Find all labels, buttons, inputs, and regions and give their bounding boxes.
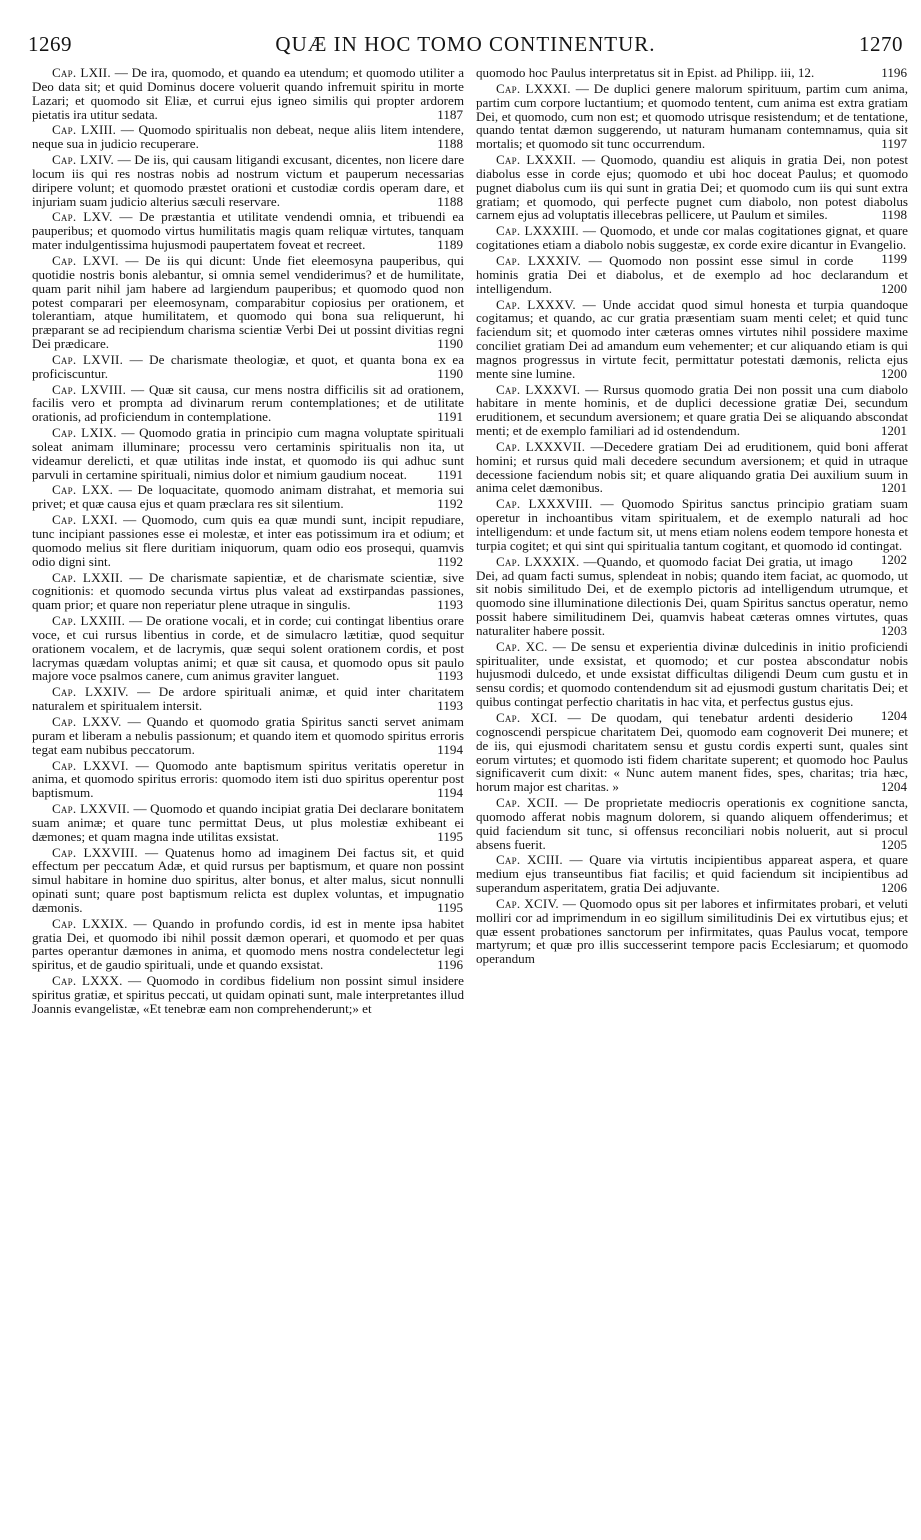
chapter-entry <box>476 298 908 381</box>
chapter-entry <box>476 551 908 638</box>
chapter-summary: — Quomodo in cordibus fidelium non possint simul insidere spiritus gratiæ, et spiritus peccati, ut quidam opinati sunt, male interpretantes illud Joannis evangelistæ, «Et tenebræ eam non comprehenderunt;» et <box>32 973 464 1016</box>
chapter-summary: — Quomodo opus sit per labores et infirmitates probari, et veluti molliri cor ad imprimendum in eo sigillum similitudinis Dei ex virtutibus ejus; et quæ essent probationes sanctorum per infirmitates, quas Paulus vocat, tempore martyrum; et quæ pro illis successerint tempore pacis Ecclesiarum; et quomodo operandum <box>476 895 908 967</box>
chapter-summary: — De quodam, qui tenebatur ardenti desiderio cognoscendi perspicue charitatem Dei, quomodo eam cognoverit Dei munere; et de iis, qui ejusmodi charitatem sensu et gustu cordis experti sunt, quales sint eorum virtutes; et quomodo isti fidem charitate superent; et quomodo hoc Paulus significaverit cum dixit: « Nunc autem manent fides, spes, charitas; tria hæc, horum major est charitas. » <box>476 709 908 795</box>
chapter-entry <box>476 250 908 296</box>
chapter-number: Cap. LXIII. <box>52 122 117 138</box>
chapter-entry <box>32 571 464 613</box>
column-reference: 1201 <box>880 480 907 496</box>
chapter-entry <box>32 254 464 351</box>
chapter-summary: — Quando in profundo cordis, id est in mente ipsa habitet gratia Dei, et quomodo ibi nihil possit dæmon operari, et quomodo et per quas partes operantur dæmones in anima, et quomodo mens nostra condelectetur legi spiritus, et de gaudio spirituali, unde et quando exsistat. <box>32 915 464 973</box>
chapter-entry <box>32 353 464 381</box>
chapter-entry <box>32 210 464 252</box>
chapter-number: Cap. LXXVII. <box>52 801 130 817</box>
chapter-entry <box>476 82 908 151</box>
column-reference: 1198 <box>881 207 907 223</box>
chapter-summary: — Quomodo non possint esse simul in corde hominis gratia Dei et diabolus, et de exemplo ad hoc declarandum et intelligendum. <box>476 252 908 296</box>
chapter-entry <box>32 614 464 683</box>
chapter-number: Cap. XC. <box>496 638 548 654</box>
right-column <box>476 66 908 1526</box>
column-reference: 1201 <box>880 423 907 439</box>
chapter-entry <box>32 66 464 121</box>
chapter-summary: — Quomodo, cum quis ea quæ mundi sunt, incipit repudiare, tunc incipiant passiones esse ei molestæ, et inter eas potissimum ira et odium; et quomodo melius sit flere duritiam iniquorum, quam odio eos prosequi, quamvis odio digni sint. <box>32 512 464 569</box>
chapter-entry <box>32 846 464 915</box>
column-reference: 1193 <box>437 668 463 684</box>
column-reference: 1191 <box>437 409 463 425</box>
chapter-number: Cap. LXXXVIII. <box>496 496 593 512</box>
chapter-number: Cap. LXXXVII. <box>496 438 586 454</box>
chapter-summary: — Quare via virtutis incipientibus appareat aspera, et quare medium ejus transeuntibus fiat facilis; et quid faciendum sit incipientibus ad superandum asperitatem, gratia Dei adjuvante. <box>476 852 908 896</box>
column-reference: 1196 <box>437 957 463 973</box>
chapter-number: Cap. LXIV. <box>52 152 114 168</box>
chapter-number: Cap. XCIII. <box>496 852 563 868</box>
chapter-summary: — Quomodo, quandiu est aliquis in gratia Dei, non potest diabolus esse in corde ejus; quomodo et ubi hoc doceat Paulus; et quomodo pugnet diabolus cum iis qui sunt in gratia Dei; et quomodo cum iis qui sunt extra gratiam; et quomodo, qui perfecte pugnet cum diabolo, non potest diabolus carnem ejus ad voluptatis illecebras pellicere, ut Paulum et similes. <box>476 152 908 223</box>
chapter-number: Cap. LXIX. <box>52 425 117 441</box>
column-reference: 1195 <box>437 828 463 844</box>
chapter-number: Cap. LXXXIX. <box>496 553 580 569</box>
chapter-entry <box>32 383 464 425</box>
chapter-entry <box>476 66 908 80</box>
column-reference: 1194 <box>437 785 463 801</box>
chapter-summary: — De iis, qui causam litigandi excusant, dicentes, non licere dare locum iis qui res nostras nobis ad nostrum victum et pauperum necessarias diripere volunt; et quomodo præstet orationi et custodiæ cordis operam dare, et injuriam suam judicio alterius sæculi reservare. <box>32 152 464 209</box>
chapter-summary: — Quomodo et quando incipiat gratia Dei declarare bonitatem suam animæ; et quare tunc permittat Deus, ut plus molestiæ exhibeant ei dæmones; et quam magna inde utilitas exsistat. <box>32 801 464 844</box>
chapter-summary: — De charismate sapientiæ, et de charismate scientiæ, sive cognitionis: et quomodo secunda virtus plus valeat ad exstirpandas passiones, quam prior; et quare non reperiatur plene utraque in singulis. <box>32 569 464 613</box>
column-reference: 1204 <box>880 779 907 795</box>
column-reference: 1206 <box>880 880 907 896</box>
chapter-number: Cap. XCIV. <box>496 895 559 911</box>
chapter-summary: — Quomodo gratia in principio cum magna voluptate spirituali soleat animam illuminare; processu vero certaminis spiritualis non ita, ut videamur derelicti, et quæ utilitas inde instat, et quomodo iis qui adhuc sunt parvuli in certamine spirituali, nimius dolor et nimium gaudium noceat. <box>32 425 464 482</box>
chapter-summary: — Quando et quomodo gratia Spiritus sancti servet animam puram et liberam a nebulis passionum; et quando item et quomodo spiritus erroris tegat eam nubibus peccatorum. <box>32 713 464 757</box>
chapter-number: Cap. LXVIII. <box>52 381 127 397</box>
chapter-number: Cap. LXX. <box>52 482 114 498</box>
column-reference: 1192 <box>437 553 463 569</box>
chapter-entry <box>476 153 908 222</box>
chapter-summary: — Quomodo, et unde cor malas cogitationes gignat, et quare cogitationes etiam a diabolo nobis suggestæ, ex corde exire dicantur in Evangelio. <box>476 223 908 253</box>
column-reference: 1205 <box>880 836 907 852</box>
column-reference: 1193 <box>437 698 463 714</box>
chapter-number: Cap. LXXXII. <box>496 152 577 168</box>
chapter-number: Cap. LXXXV. <box>496 296 576 312</box>
chapter-entry <box>476 707 908 795</box>
column-reference: 1204 <box>880 707 907 723</box>
column-reference: 1202 <box>880 551 907 567</box>
chapter-number: Cap. LXVI. <box>52 252 119 268</box>
chapter-entry <box>476 796 908 851</box>
chapter-entry <box>32 917 464 972</box>
chapter-number: Cap. LXXXI. <box>496 80 571 96</box>
chapter-summary: — Quomodo Spiritus sanctus principio gratiam suam operetur in inchoantibus vitam spiritualem, et de exemplo naturali ad hoc intelligendum: et unde factum sit, ut mens etiam nolens eodem tempore honesta et turpia cogitet; et qui sint qui spiritualia tantum cogitant, et quomodo id contingat. <box>476 496 908 553</box>
chapter-summary: — De loquacitate, quomodo animam distrahat, et memoria sui privet; et quæ causa ejus et quam præclara res sit silentium. <box>32 482 464 512</box>
chapter-summary: quomodo hoc Paulus interpretatus sit in Epist. ad Philipp. iii, 12. <box>476 66 815 80</box>
chapter-number: Cap. LXXI. <box>52 512 118 528</box>
chapter-number: Cap. XCI. <box>496 709 558 725</box>
chapter-number: Cap. LXXIX. <box>52 915 128 931</box>
chapter-summary: — De ira, quomodo, et quando ea utendum; et quomodo utiliter a Deo data sit; et quid Dominus docere voluerit quando infremuit spiritu in morte Lazari; et quomodo sit Eliæ, et currui ejus igneo similis qui propter ardorem pietatis ira utitur sedata. <box>32 66 464 122</box>
column-reference: 1196 <box>881 66 907 80</box>
column-reference: 1200 <box>880 280 907 296</box>
chapter-entry <box>32 974 464 1016</box>
column-reference: 1191 <box>437 466 463 482</box>
chapter-summary: — De sensu et experientia divinæ dulcedinis in initio proficiendi spiritualiter, unde exsistat, et quomodo; et cur postea abscondatur nobis hujusmodi dulcedo, et unde exsistat difficultas diligendi Deum cum gustu et in sensu cordis; et quomodo contendendum sit ad ejusmodi gustum charitatis Dei; et quibus contingat perfectio charitatis in hac vita, et perfectus gustus ejus. <box>476 638 908 710</box>
chapter-summary: — De iis qui dicunt: Unde fiet eleemosyna pauperibus, qui quotidie nostris bonis alebantur, si omnia semel vendiderimus? et de humilitate, quam parit nihil jam habere ad largiendum pauperibus; et quomodo quod non potest comparari per eleemosynam, comparabitur copiosius per orationem, et tolerantiam, atque humilitatem, et quomodo qui bona sua reliquerunt, hi præparant se ad recipiendum charisma scientiæ Verbi Dei ut possint divitias regni Dei prædicare. <box>32 252 464 352</box>
chapter-number: Cap. XCII. <box>496 795 559 811</box>
chapter-summary: — De ardore spirituali animæ, et quid inter charitatem naturalem et spiritualem intersit. <box>32 684 464 714</box>
chapter-number: Cap. LXXXVI. <box>496 381 581 397</box>
column-reference: 1195 <box>437 899 463 915</box>
chapter-summary: —Quando, et quomodo faciat Dei gratia, ut imago Dei, ad quam facti sumus, splendeat in nobis; quando item faciat, ac quomodo, ut sit nobis similitudo Dei, et de exemplo pictoris ad intelligendum utrumque, et quomodo sine illuminatione dilectionis Dei, quam Spiritus sanctus operatur, nemo possit habere similitudinem Dei, quamvis habeat cæteras omnes virtutes, quas naturaliter habere possit. <box>476 553 908 638</box>
left-page-number: 1269 <box>28 32 72 56</box>
column-reference: 1197 <box>881 136 907 152</box>
column-reference: 1193 <box>437 597 463 613</box>
column-reference: 1189 <box>437 237 463 253</box>
chapter-summary: — De oratione vocali, et in corde; cui contingat libentius orare voce, et cui rursus libentius in corde, et de simulacro lætitiæ, quod sequitur orationem vocalem, et de lacrymis, quæ sequi solent orationem cordis, et post lacrymas quædam voluptas animi; et quæ sit causa, et quomodo opus sit paulo majore voce psalmos canere, cum animus graviter languet. <box>32 613 464 684</box>
column-reference: 1192 <box>437 496 463 512</box>
column-reference: 1190 <box>437 336 463 352</box>
chapter-number: Cap. LXXX. <box>52 973 123 989</box>
column-reference: 1203 <box>880 622 907 638</box>
chapter-number: Cap. LXXXIV. <box>496 252 582 268</box>
column-reference: 1190 <box>437 365 463 381</box>
running-title: QUÆ IN HOC TOMO CONTINENTUR. <box>275 32 656 56</box>
column-reference: 1194 <box>437 741 463 757</box>
page-header <box>28 32 903 62</box>
chapter-entry <box>32 802 464 844</box>
chapter-entry <box>32 123 464 151</box>
chapter-summary: — Quatenus homo ad imaginem Dei factus sit, et quid effectum per peccatum Adæ, et quid rursus per baptismum, et quare non possint simul habitare in homine duo spiritus, alter bonus, et alter malus, sicut nonnulli opinati sunt; quare post baptismum relicta est duplex voluntas, et impugnatio dæmonis. <box>32 844 464 915</box>
column-reference: 1188 <box>437 136 463 152</box>
chapter-entry <box>32 513 464 568</box>
left-column <box>32 66 464 1526</box>
chapter-summary: — Quæ sit causa, cur mens nostra difficilis sit ad orationem, facilis vero et prompta ad divinarum rerum contemplationes; et de utilitate orationis, ad proficiendum in contemplatione. <box>32 381 464 425</box>
chapter-summary: — De proprietate mediocris operationis ex cognitione sancta, quomodo afferat nobis magnum dolorem, si quando aliquem offenderimus; et quid faciendum sit tunc, si offensus reconciliari nobis noluerit, aut si procul absens fuerit. <box>476 795 908 852</box>
chapter-number: Cap. LXXXIII. <box>496 223 579 239</box>
chapter-entry <box>32 483 464 511</box>
chapter-summary: — Rursus quomodo gratia Dei non possit una cum diabolo habitare in mente hominis, et de duplici decessione gratiæ Dei, secundum eruditionem, et secundum aversionem; et quare gratia Dei se aliquando abscondat menti; et de exemplo familiari ad id ostendendum. <box>476 381 908 439</box>
chapter-number: Cap. LXXII. <box>52 569 123 585</box>
chapter-summary: — De charismate theologiæ, et quot, et quanta bona ex ea proficiscuntur. <box>32 351 464 381</box>
chapter-entry <box>476 897 908 966</box>
chapter-number: Cap. LXVII. <box>52 351 124 367</box>
chapter-entry <box>32 153 464 208</box>
right-page-number: 1270 <box>858 32 903 56</box>
chapter-summary: — De duplici genere malorum spirituum, partim cum anima, partim cum corpore luctantium; et quomodo tentent, cum anima est extra gratiam Dei, et quomodo, cum non est; et quomodo utrisque resistendum; et de tentatione, quando tentat dæmon suggerendo, ut naturam humanam contemnamus, quia sit mortalis; et quomodo sit tunc occurrendum. <box>476 80 908 152</box>
chapter-entry <box>32 759 464 801</box>
chapter-number: Cap. LXXIV. <box>52 684 129 700</box>
column-reference: 1199 <box>881 250 907 266</box>
chapter-number: Cap. LXXV. <box>52 713 122 729</box>
chapter-entry <box>32 685 464 713</box>
chapter-number: Cap. LXXIII. <box>52 613 126 629</box>
chapter-summary: —Decedere gratiam Dei ad eruditionem, quid boni afferat homini; et rursus quid mali decedere secundum aversionem; et quid in utraque decessione faciendum nobis sit; et quare aliquando gratia Dei auxilium suum in anima celet dæmonibus. <box>476 438 908 496</box>
chapter-summary: — Unde accidat quod simul honesta et turpia quandoque cogitamus; et quando, ac cur gratia præsentiam suam menti celet; et quid tunc faciendum sit; et quomodo inter cæteras omnes virtutes nihil possidere maxime conciliet gratiam Dei ad amandum eum vehementer; et cur aliquando etiam is qui magnos progressus in virtute fecit, permittatur potestati dæmonis, relicta ejus mente sine lumine. <box>476 296 908 381</box>
chapter-entry <box>476 383 908 438</box>
chapter-number: Cap. LXXVIII. <box>52 844 138 860</box>
chapter-number: Cap. LXII. <box>52 66 111 80</box>
chapter-number: Cap. LXXVI. <box>52 757 129 773</box>
chapter-number: Cap. LXV. <box>52 209 113 225</box>
chapter-entry <box>476 853 908 895</box>
chapter-summary: — De præstantia et utilitate vendendi omnia, et tribuendi ea pauperibus; et quomodo virtus humilitatis magis quam reliquæ virtutes, tanquam mater indulgentissima hujusmodi paupertatem foveat et recreet. <box>32 209 464 253</box>
column-reference: 1188 <box>437 193 463 209</box>
column-reference: 1200 <box>880 365 907 381</box>
chapter-summary: — Quomodo spiritualis non debeat, neque aliis litem intendere, neque sua in judicio recuperare. <box>32 122 464 152</box>
chapter-entry <box>32 715 464 757</box>
chapter-entry <box>32 426 464 481</box>
chapter-entry <box>476 440 908 495</box>
chapter-summary: — Quomodo ante baptismum spiritus veritatis operetur in anima, et quomodo spiritus erroris: quomodo item isti duo spiritus operentur post baptismum. <box>32 757 464 801</box>
column-reference: 1187 <box>437 106 463 122</box>
